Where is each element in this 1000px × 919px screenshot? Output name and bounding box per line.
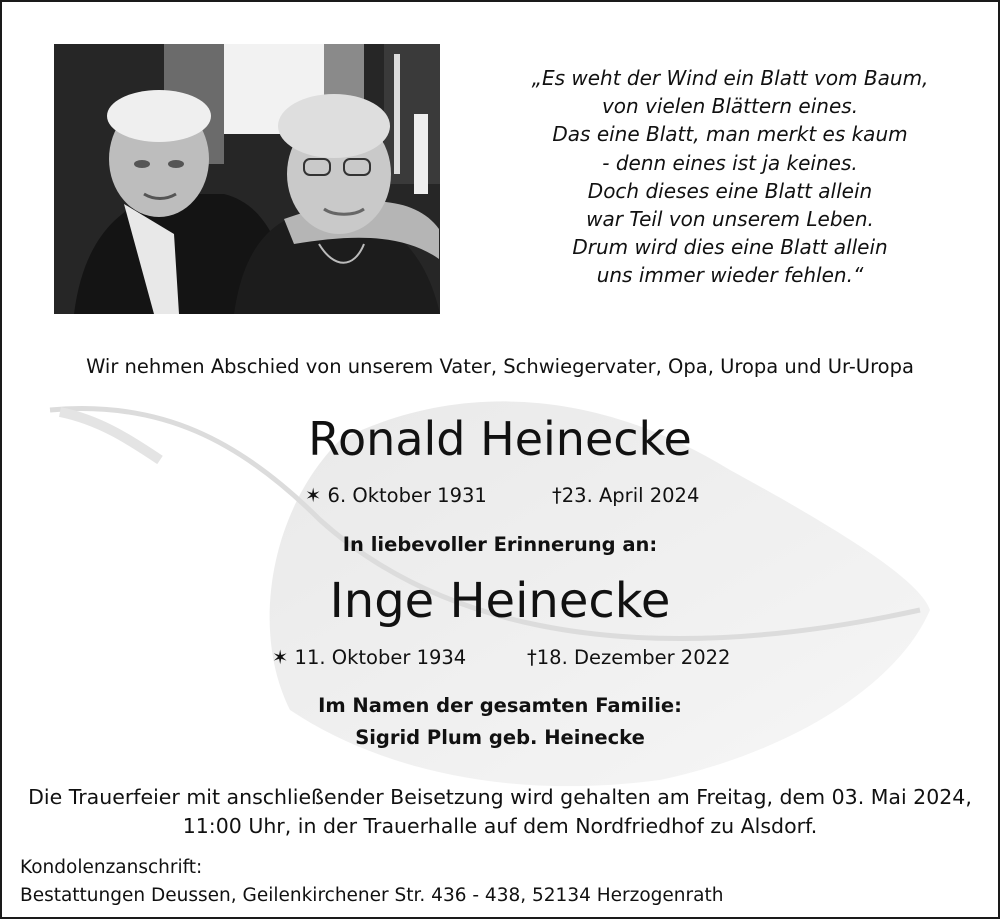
family-name: Sigrid Plum geb. Heinecke	[355, 726, 645, 749]
ronald-death	[552, 484, 699, 507]
ronald-death-date: 23. April 2024	[561, 484, 700, 507]
deceased-name-inge: Inge Heinecke	[329, 573, 671, 629]
inge-birth	[272, 646, 466, 669]
service-info	[0, 783, 1000, 841]
birth-star-icon: ✶	[305, 484, 322, 507]
inge-death-date: 18. Dezember 2022	[536, 646, 731, 669]
poem-line: - denn eines ist ja keines.	[602, 150, 858, 175]
poem	[470, 64, 990, 290]
death-cross-icon: †	[527, 646, 537, 669]
contact-address: Bestattungen Deussen, Geilenkirchener Str. 436 - 438, 52134 Herzogenrath	[20, 885, 724, 906]
inge-death	[527, 646, 730, 669]
service-line: Die Trauerfeier mit anschließender Beisetzung wird gehalten am Freitag, dem 03. Mai 2024,	[28, 785, 972, 809]
poem-line: von vielen Blättern eines.	[601, 94, 859, 119]
birth-star-icon: ✶	[272, 646, 289, 669]
intro-text: Wir nehmen Abschied von unserem Vater, Schwiegervater, Opa, Uropa und Ur-Uropa	[86, 355, 914, 378]
poem-line: Drum wird dies eine Blatt allein	[572, 235, 888, 260]
poem-line: uns immer wieder fehlen.“	[596, 263, 864, 288]
contact-label: Kondolenzanschrift:	[20, 857, 203, 878]
poem-line: Doch dieses eine Blatt allein	[587, 178, 873, 203]
poem-line: „Es weht der Wind ein Blatt vom Baum,	[531, 66, 929, 90]
ronald-birth	[305, 484, 487, 507]
couple-photo	[54, 44, 440, 314]
service-line: 11:00 Uhr, in der Trauerhalle auf dem Nordfriedhof zu Alsdorf.	[182, 814, 818, 838]
family-heading: Im Namen der gesamten Familie:	[318, 694, 682, 717]
ronald-birth-date: 6. Oktober 1931	[327, 484, 487, 507]
memory-heading: In liebevoller Erinnerung an:	[342, 533, 658, 556]
poem-line: Das eine Blatt, man merkt es kaum	[552, 122, 908, 147]
condolence-address	[20, 854, 723, 910]
poem-line: war Teil von unserem Leben.	[586, 207, 874, 232]
deceased-name-ronald: Ronald Heinecke	[308, 412, 692, 466]
inge-birth-date: 11. Oktober 1934	[294, 646, 467, 669]
death-cross-icon: †	[552, 484, 562, 507]
